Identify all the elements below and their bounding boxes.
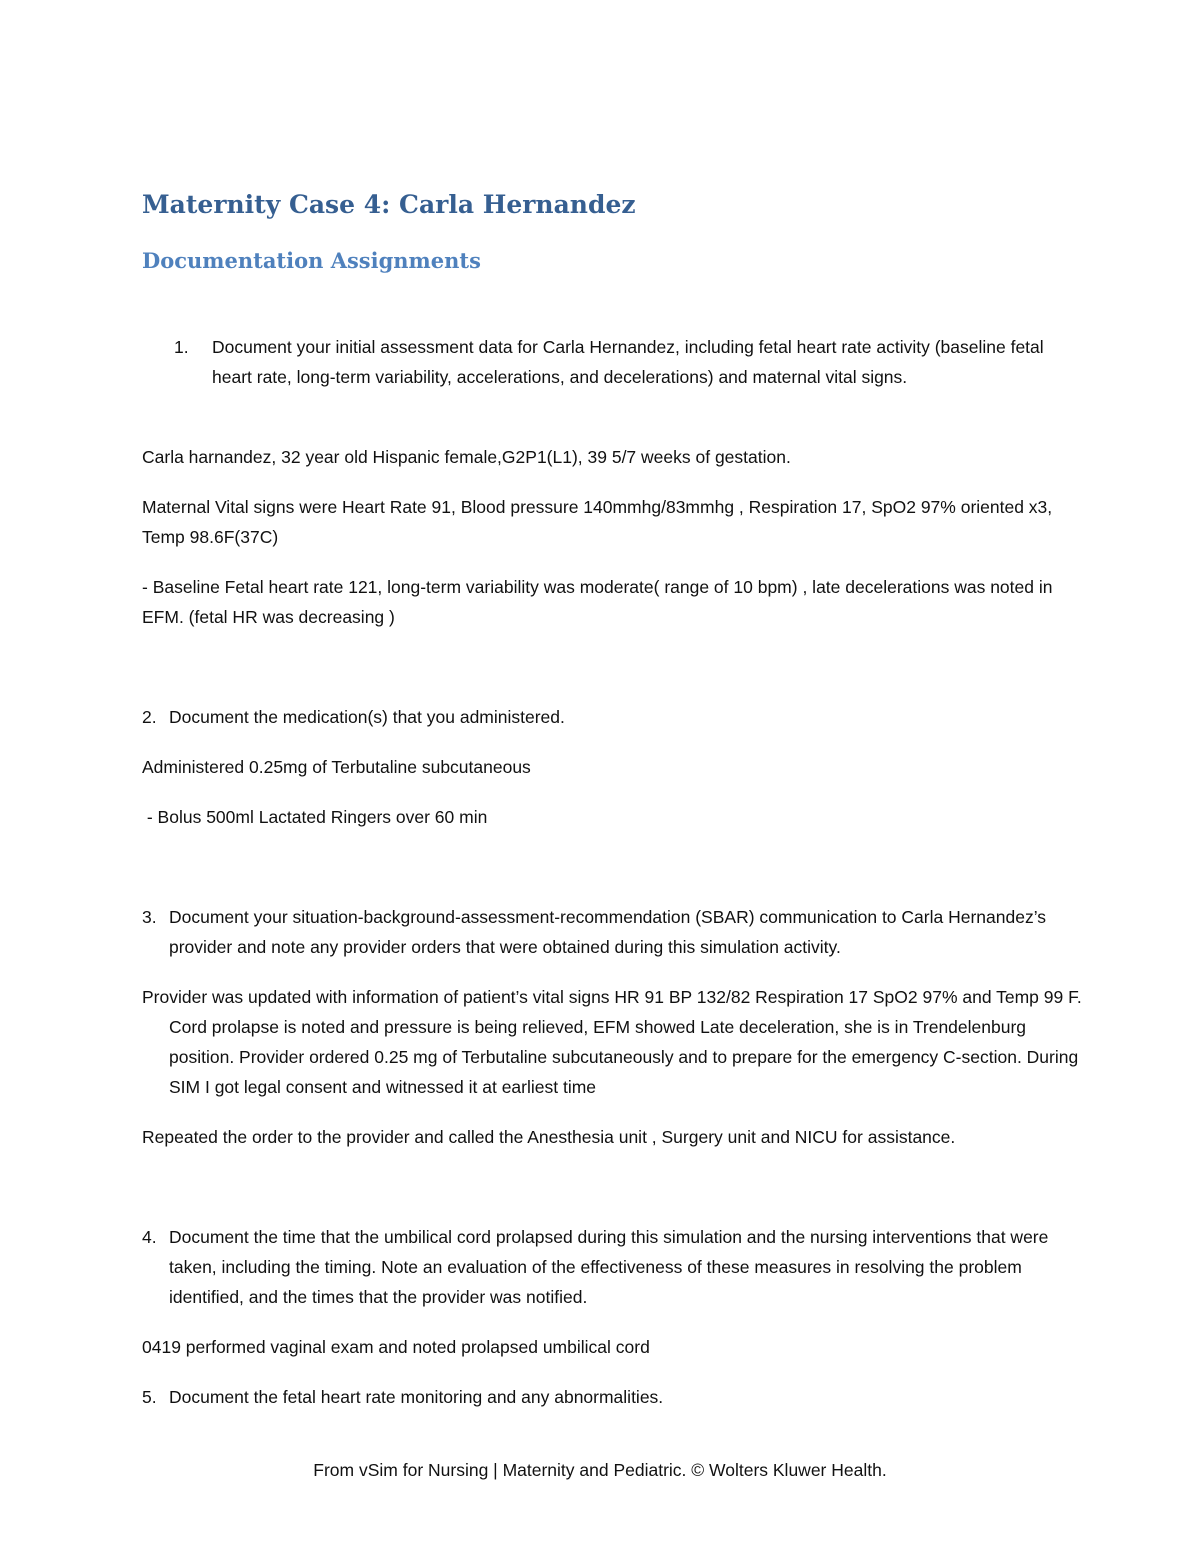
question-5-number: 5. [142,1387,157,1407]
answer-3-sbar: Provider was updated with information of patient’s vital signs HR 91 BP 132/82 Respiration 17 SpO2 97% and Temp 99 F. Cord prolapse is noted and pressure is being relieved, EFM showed Late deceleration, she is in Trendelenburg position. Provider ordered 0.25 mg of Terbutaline subcutaneously and to prepare for the emergency C-section. During SIM I got legal consent and witnessed it at earliest time [142,987,1082,1097]
answer-2-medication: Administered 0.25mg of Terbutaline subcutaneous [142,757,531,777]
question-2 [142,702,1062,732]
question-2-number: 2. [142,707,157,727]
document-title: Maternity Case 4: Carla Hernandez [142,190,636,219]
answer-1-fetal-assessment: - Baseline Fetal heart rate 121, long-term variability was moderate( range of 10 bpm) , late decelerations was noted in EFM. (fetal HR was decreasing ) [142,577,1053,627]
question-1-text: Document your initial assessment data for Carla Hernandez, including fetal heart rate activity (baseline fetal heart rate, long-term variability, accelerations, and decelerations) and maternal vital signs. [212,337,1044,387]
answer-1-maternal-vitals: Maternal Vital signs were Heart Rate 91, Blood pressure 140mmhg/83mmhg , Respiration 17, SpO2 97% oriented x3, Temp 98.6F(37C) [142,497,1053,547]
question-1-number: 1. [174,337,189,357]
question-5-text: Document the fetal heart rate monitoring and any abnormalities. [169,1387,664,1407]
question-4-number: 4. [142,1227,157,1247]
question-4-text: Document the time that the umbilical cord prolapsed during this simulation and the nursing interventions that were taken, including the timing. Note an evaluation of the effectiveness of these measures in resolving the problem identified, and the times that the provider was notified. [169,1227,1049,1307]
question-3-number: 3. [142,907,157,927]
document-subtitle: Documentation Assignments [142,248,481,273]
question-2-text: Document the medication(s) that you administered. [169,707,565,727]
answer-3-followup: Repeated the order to the provider and called the Anesthesia unit , Surgery unit and NICU for assistance. [142,1127,956,1147]
question-1 [142,332,1062,392]
answer-2-fluid-bolus: - Bolus 500ml Lactated Ringers over 60 min [142,807,488,827]
answer-1-patient-info: Carla harnandez, 32 year old Hispanic female,G2P1(L1), 39 5/7 weeks of gestation. [142,447,791,467]
question-5 [142,1382,1062,1412]
page-footer: From vSim for Nursing | Maternity and Pediatric. © Wolters Kluwer Health. [313,1460,887,1480]
question-4 [142,1222,1062,1312]
answer-4-cord-prolapse-time: 0419 performed vaginal exam and noted prolapsed umbilical cord [142,1337,650,1357]
question-3 [142,902,1062,962]
question-3-text: Document your situation-background-assessment-recommendation (SBAR) communication to Carla Hernandez’s provider and note any provider orders that were obtained during this simulation activity. [169,907,1047,957]
